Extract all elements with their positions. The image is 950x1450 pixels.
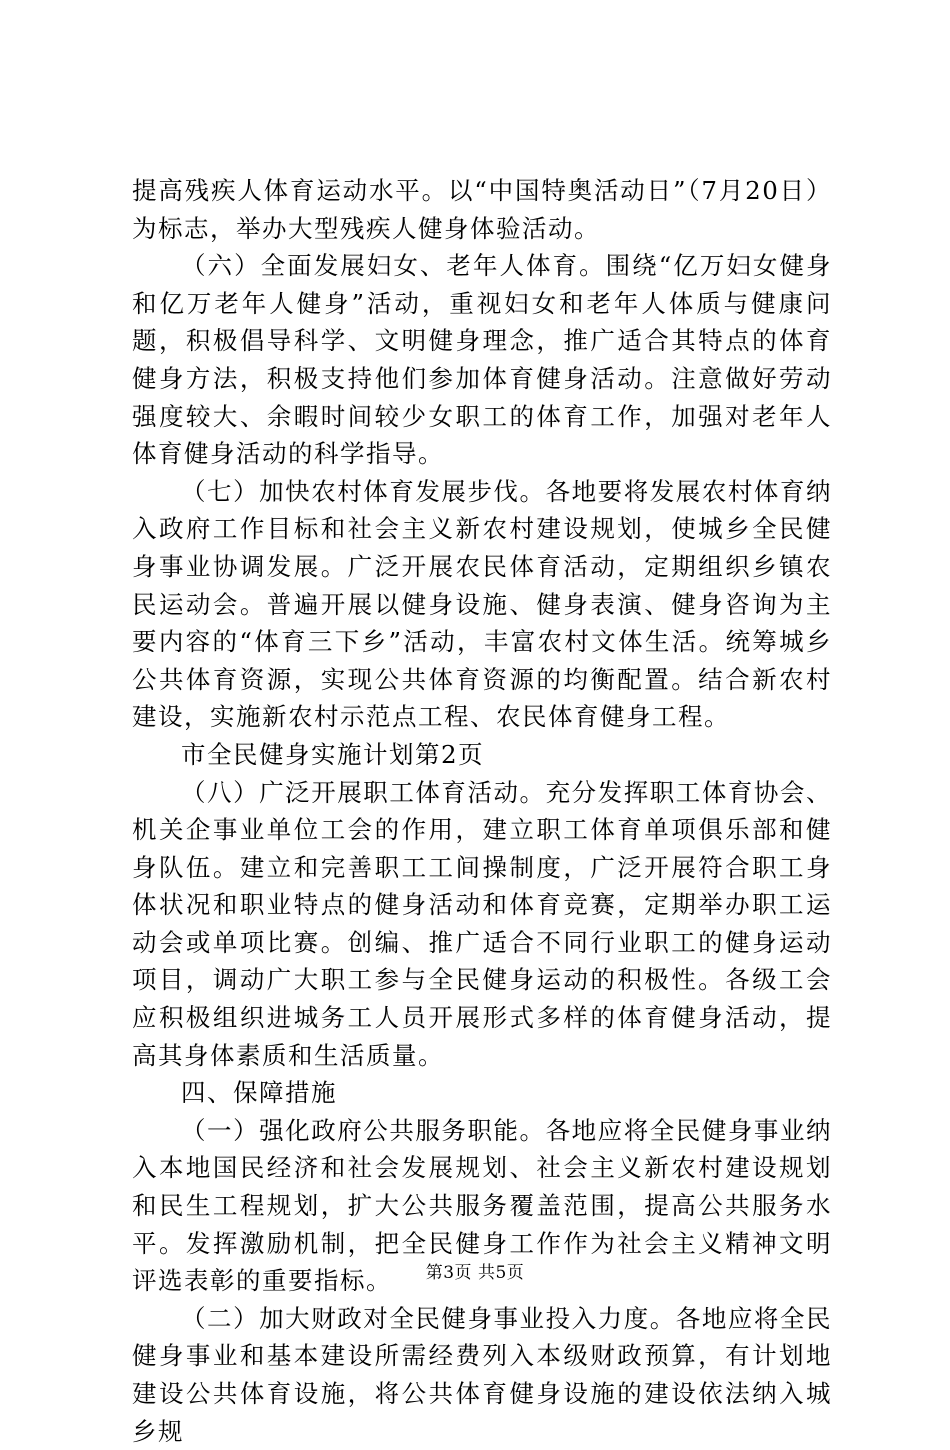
section-heading-safeguards: 四、保障措施 bbox=[181, 1078, 337, 1108]
paragraph-financial-investment: （二）加大财政对全民健身事业投入力度。各地应将全民健身事业和基本建设所需经费列入本级财政预算，有计划地建设公共体育设施，将公共体育健身设施的建设依法纳入城乡规 bbox=[132, 1303, 832, 1446]
paragraph-worker-sports: （八）广泛开展职工体育活动。充分发挥职工体育协会、机关企事业单位工会的作用，建立职工体育单项俱乐部和健身队伍。建立和完善职工工间操制度，广泛开展符合职工身体状况和职业特点的健身活动和体育竞赛，定期举办职工运动会或单项比赛。创编、推广适合不同行业职工的健身运动项目，调动广大职工参与全民健身运动的积极性。各级工会应积极组织进城务工人员开展形式多样的体育健身活动，提高其身体素质和生活质量。 bbox=[132, 777, 832, 1070]
paragraph-continuation: 提高残疾人体育运动水平。以“中国特奥活动日”（7月20日）为标志，举办大型残疾人健身体验活动。 bbox=[132, 176, 832, 243]
paragraph-women-elderly-sports: （六）全面发展妇女、老年人体育。围绕“亿万妇女健身和亿万老年人健身”活动，重视妇女和老年人体质与健康问题，积极倡导科学、文明健身理念，推广适合其特点的体育健身方法，积极支持他们参加体育健身活动。注意做好劳动强度较大、余暇时间较少女职工的体育工作，加强对老年人体育健身活动的科学指导。 bbox=[132, 251, 832, 469]
page-marker-text: 市全民健身实施计划第2页 bbox=[181, 739, 485, 769]
paragraph-public-service: （一）强化政府公共服务职能。各地应将全民健身事业纳入本地国民经济和社会发展规划、社会主义新农村建设规划和民生工程规划，扩大公共服务覆盖范围，提高公共服务水平。发挥激励机制，把全民健身工作作为社会主义精神文明评选表彰的重要指标。 bbox=[132, 1115, 832, 1296]
page-footer bbox=[0, 1262, 950, 1284]
document-body bbox=[132, 172, 832, 1450]
page-number-label: 第3页 共5页 bbox=[425, 1263, 525, 1283]
paragraph-rural-sports: （七）加快农村体育发展步伐。各地要将发展农村体育纳入政府工作目标和社会主义新农村建设规划，使城乡全民健身事业协调发展。广泛开展农民体育活动，定期组织乡镇农民运动会。普遍开展以健身设施、健身表演、健身咨询为主要内容的“体育三下乡”活动，丰富农村文体生活。统筹城乡公共体育资源，实现公共体育资源的均衡配置。结合新农村建设，实施新农村示范点工程、农民体育健身工程。 bbox=[132, 476, 832, 732]
